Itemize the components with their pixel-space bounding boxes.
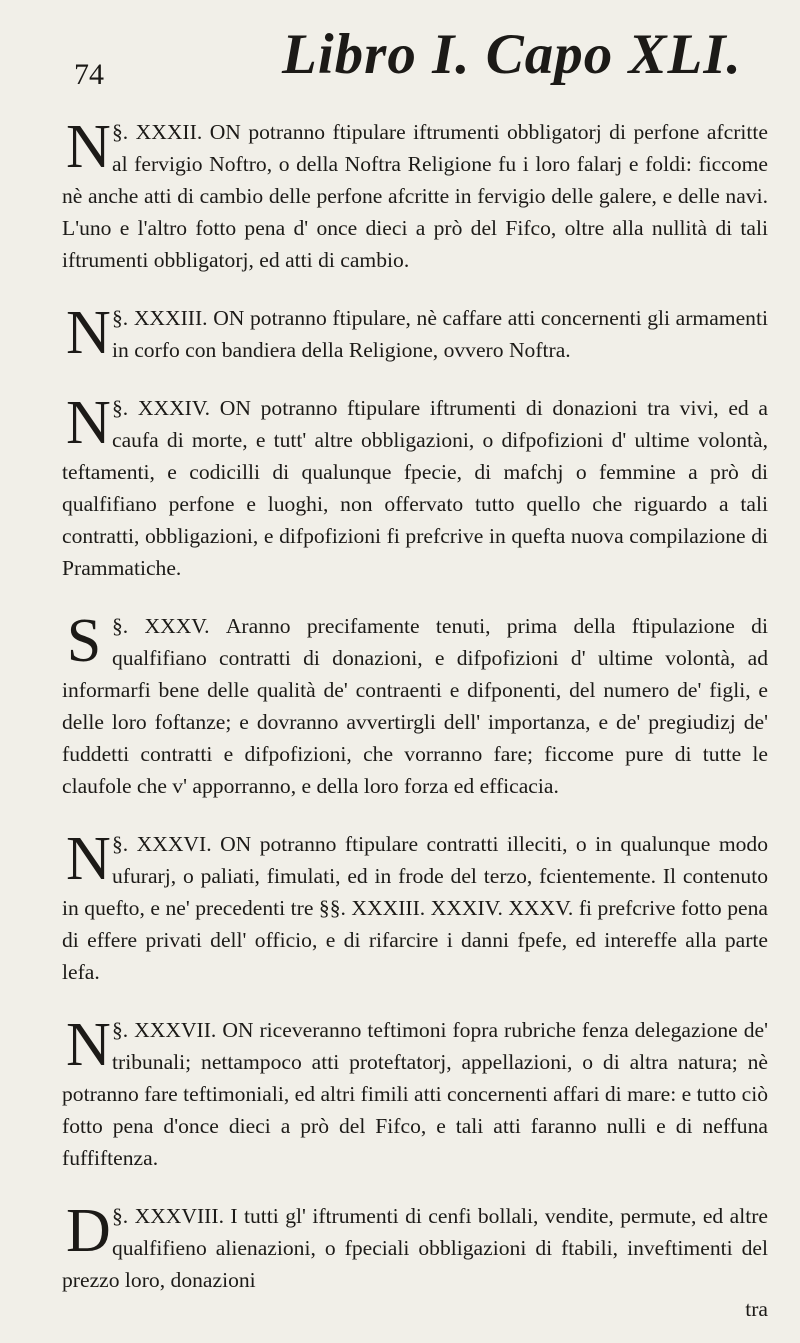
section-xxxiv (62, 389, 768, 584)
section-paragraph (62, 607, 768, 802)
page-number: 74 (74, 58, 104, 91)
page-header (62, 18, 762, 108)
section-text: ON riceveranno teftimoni fopra rubriche fenza delegazione de' tribunali; nettampoco atti proteftatorj, appellazioni, o di altra natura; nè potranno fare teftimoniali, ed altri fimili atti concernenti affari di mare: e tutto ciò fotto pena d'once dieci a prò del Fifco, e tali atti faranno nulli e di neffuna fuffiftenza. (62, 1018, 768, 1170)
section-label: §. XXXIV. (112, 396, 211, 420)
drop-cap-initial: N (66, 1011, 111, 1079)
section-label: §. XXXII. (112, 120, 203, 144)
catchword: tra (745, 1297, 768, 1321)
section-xxxv (62, 607, 768, 802)
section-xxxviii (62, 1197, 768, 1322)
section-paragraph (62, 825, 769, 988)
drop-cap-initial: N (66, 299, 111, 367)
section-xxxiii (62, 299, 768, 367)
drop-cap-initial: N (66, 113, 111, 181)
section-label: §. XXXVIII. (112, 1204, 224, 1228)
section-label: §. XXXIII. (112, 306, 208, 330)
drop-cap-initial: D (66, 1197, 111, 1265)
section-paragraph (62, 1011, 768, 1174)
section-text: ON potranno ftipulare contratti illeciti, o in qualunque modo ufurarj, o paliati, fimulati, ed in frode del terzo, fcientemente. Il contenuto in quefto, e ne' precedenti tre §§. XXXIII. XXXIV. XXXV. fi prefcrive fotto pena di effere privati dell' officio, e di rifarcire i danni fpefe, ed intereffe alla parte lefa. (62, 832, 769, 984)
section-label: §. XXXVI. (112, 832, 212, 856)
section-text: Aranno precifamente tenuti, prima della ftipulazione di qualfifiano contratti di donazioni, e difpofizioni d' ultime volontà, ad informarfi bene delle qualità de' contraenti e difponenti, del numero de' figli, e delle loro foftanze; e dovranno avvertirgli dell' importanza, e de' pregiudizj de' fuddetti contratti e difpofizioni, che vorranno fare; ficcome pure di tutte le claufole che v' apporranno, e della loro forza ed efficacia. (62, 614, 768, 798)
section-xxxii (62, 113, 768, 276)
section-paragraph (62, 389, 768, 584)
catchword-line (62, 1296, 768, 1322)
section-text: ON potranno ftipulare, nè caffare atti concernenti gli armamenti in corfo con bandiera della Religione, ovvero Noftra. (112, 306, 768, 362)
drop-cap-initial: N (66, 825, 111, 893)
section-paragraph (62, 299, 768, 367)
section-xxxvii (62, 1011, 768, 1174)
section-xxxvi (62, 825, 769, 988)
section-label: §. XXXVII. (112, 1018, 217, 1042)
running-title: Libro I. Capo XLI. (282, 23, 742, 86)
section-paragraph (62, 113, 768, 276)
body-text (62, 113, 769, 1322)
section-label: §. XXXV. (112, 614, 210, 638)
section-paragraph (62, 1197, 768, 1296)
section-text: ON potranno ftipulare iftrumenti di donazioni tra vivi, ed a caufa di morte, e tutt' altre obbligazioni, o difpofizioni d' ultime volontà, teftamenti, e codicilli di qualunque fpecie, di mafchj o femmine a prò di qualfifiano perfone e luoghi, non offervato tutto quello che riguardo a tali contratti, obbligazioni, e difpofizioni fi prefcrive in quefta nuova compilazione di Prammatiche. (62, 396, 768, 580)
drop-cap-initial: N (66, 389, 111, 457)
section-text: I tutti gl' iftrumenti di cenfi bollali, vendite, permute, ed altre qualfifieno alienazioni, o fpeciali obbligazioni di ftabili, inveftimenti del prezzo loro, donazioni (62, 1204, 768, 1292)
drop-cap-initial: S (66, 607, 102, 675)
section-text: ON potranno ftipulare iftrumenti obbligatorj di perfone afcritte al fervigio Noftro, o della Noftra Religione fu i loro falarj e foldi: ficcome nè anche atti di cambio delle perfone afcritte in fervigio delle galere, e delle navi. L'uno e l'altro fotto pena d' once dieci a prò del Fifco, oltre alla nullità di tali iftrumenti obbligatorj, ed atti di cambio. (62, 120, 768, 272)
